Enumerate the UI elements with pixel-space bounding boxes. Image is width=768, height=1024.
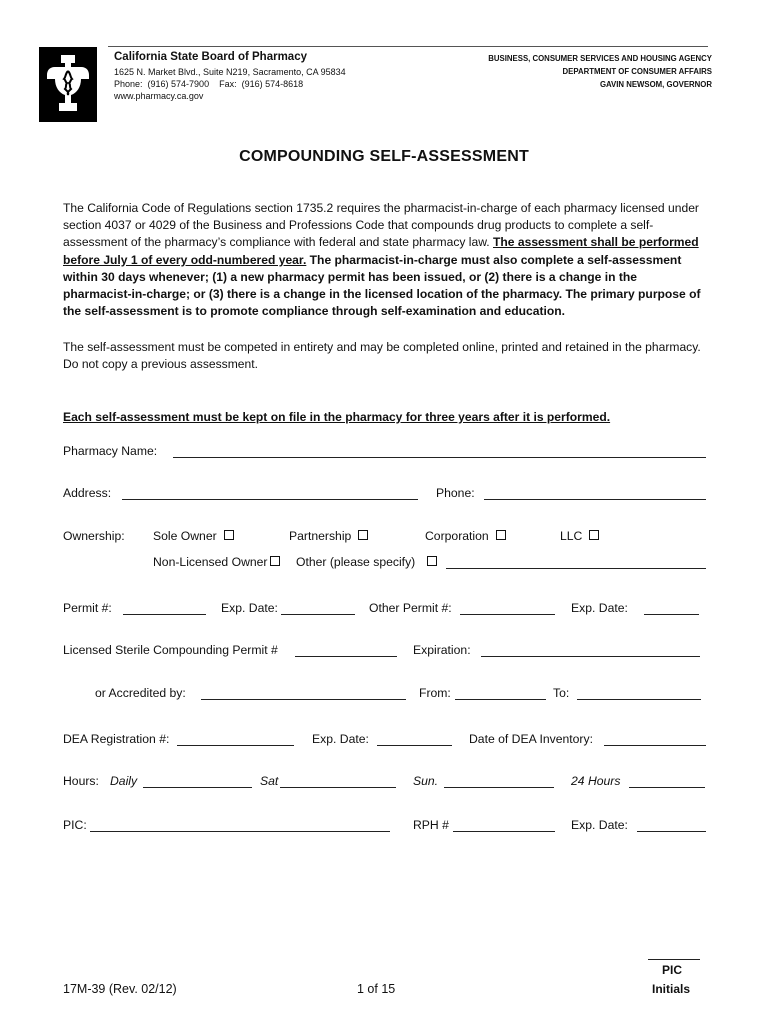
page-number: 1 of 15	[357, 982, 396, 996]
permit-exp-date-field[interactable]	[281, 614, 355, 615]
dea-exp-date-label: Exp. Date:	[312, 732, 369, 746]
file-notice: Each self-assessment must be kept on file in the pharmacy for three years after it is performed.	[63, 410, 611, 424]
to-field[interactable]	[577, 699, 701, 700]
hours-sat-field[interactable]	[280, 787, 396, 788]
partnership-label: Partnership	[289, 529, 352, 543]
hours-sun-label: Sun.	[413, 774, 439, 788]
accredited-by-field[interactable]	[201, 699, 406, 700]
sterile-permit-label: Licensed Sterile Compounding Permit #	[63, 643, 278, 657]
pic-initials-label: PIC	[662, 963, 683, 977]
rph-field[interactable]	[453, 831, 555, 832]
checkbox-icon[interactable]	[224, 530, 234, 540]
intro-paragraph	[63, 200, 708, 320]
address-field[interactable]	[122, 499, 418, 500]
intro-deadline: The assessment shall be performed before July 1 of every odd-numbered year.	[63, 235, 699, 267]
intro-text-1: The California Code of Regulations section 1735.2 requires the pharmacist-in-charge of each pharmacy licensed under section 4037 or 4029 of the Business and Professions Code that compounds drug products to complete a self-assessment of the pharmacy’s compliance with federal and state pharmacy law.	[63, 201, 699, 250]
sole-owner-option[interactable]	[153, 529, 234, 543]
non-licensed-owner-option[interactable]	[153, 555, 280, 569]
pic-field[interactable]	[90, 831, 390, 832]
permit-field[interactable]	[123, 614, 206, 615]
board-address: 1625 N. Market Blvd., Suite N219, Sacramento, CA 95834	[114, 67, 346, 77]
hours-24-field[interactable]	[629, 787, 705, 788]
other-permit-exp-date-label: Exp. Date:	[571, 601, 628, 615]
permit-exp-date-label: Exp. Date:	[221, 601, 278, 615]
form-id: 17M-39 (Rev. 02/12)	[63, 982, 177, 996]
other-option[interactable]	[296, 555, 437, 569]
rph-label: RPH #	[413, 818, 449, 832]
llc-option[interactable]	[560, 529, 599, 543]
department-name: DEPARTMENT OF CONSUMER AFFAIRS	[562, 67, 712, 76]
expiration-field[interactable]	[481, 656, 700, 657]
non-licensed-owner-label: Non-Licensed Owner	[153, 555, 268, 569]
header-rule	[108, 46, 708, 47]
checkbox-icon[interactable]	[496, 530, 506, 540]
hours-sun-field[interactable]	[444, 787, 554, 788]
pharmacy-name-label: Pharmacy Name:	[63, 444, 158, 458]
page-title: COMPOUNDING SELF-ASSESSMENT	[239, 148, 529, 165]
other-permit-exp-date-field[interactable]	[644, 614, 699, 615]
accredited-by-label: or Accredited by:	[95, 686, 186, 700]
intro-text-2: The pharmacist-in-charge must also complete a self-assessment within 30 days whenever; (1) a new pharmacy permit has been issued, or (2) there is a change in the pharmacist-in-charge; or (3) there is a change in the licensed location of the pharmacy. The primary purpose of the self-assessment is to promote compliance through self-examination and education.	[63, 252, 701, 319]
llc-label: LLC	[560, 529, 583, 543]
checkbox-icon[interactable]	[358, 530, 368, 540]
hours-daily-field[interactable]	[143, 787, 252, 788]
address-label: Address:	[63, 486, 112, 500]
dea-exp-date-field[interactable]	[377, 745, 452, 746]
other-permit-field[interactable]	[460, 614, 555, 615]
phone-field[interactable]	[484, 499, 706, 500]
pharmacy-name-field[interactable]	[173, 457, 706, 458]
checkbox-icon[interactable]	[270, 556, 280, 566]
hours-sat-label: Sat	[260, 774, 279, 788]
pic-exp-date-label: Exp. Date:	[571, 818, 628, 832]
phone-label: Phone:	[436, 486, 475, 500]
governor-name: GAVIN NEWSOM, GOVERNOR	[599, 80, 712, 89]
sterile-permit-field[interactable]	[295, 656, 397, 657]
agency-name: BUSINESS, CONSUMER SERVICES AND HOUSING AGENCY	[488, 54, 712, 63]
dea-inventory-label: Date of DEA Inventory:	[469, 732, 593, 746]
other-label: Other (please specify)	[296, 555, 416, 569]
dea-registration-field[interactable]	[177, 745, 294, 746]
hours-24-label: 24 Hours	[571, 774, 621, 788]
board-logo	[39, 47, 97, 122]
hours-label: Hours:	[63, 774, 99, 788]
checkbox-icon[interactable]	[589, 530, 599, 540]
initials-label: Initials	[652, 982, 691, 996]
pic-exp-date-field[interactable]	[637, 831, 706, 832]
dea-inventory-field[interactable]	[604, 745, 706, 746]
corporation-label: Corporation	[425, 529, 489, 543]
permit-label: Permit #:	[63, 601, 112, 615]
from-field[interactable]	[455, 699, 546, 700]
checkbox-icon[interactable]	[427, 556, 437, 566]
other-permit-label: Other Permit #:	[369, 601, 452, 615]
pic-label: PIC:	[63, 818, 87, 832]
hours-daily-label: Daily	[110, 774, 138, 788]
dea-registration-label: DEA Registration #:	[63, 732, 170, 746]
pic-initials-field[interactable]	[648, 959, 700, 960]
sole-owner-label: Sole Owner	[153, 529, 217, 543]
from-label: From:	[419, 686, 451, 700]
corporation-option[interactable]	[425, 529, 506, 543]
completion-paragraph: The self-assessment must be competed in entirety and may be completed online, printed and retained in the pharmacy. Do not copy a previous assessment.	[63, 340, 701, 372]
partnership-option[interactable]	[289, 529, 368, 543]
expiration-label: Expiration:	[413, 643, 471, 657]
board-phone: Phone: (916) 574-7900 Fax: (916) 574-8618	[114, 79, 304, 89]
to-label: To:	[553, 686, 570, 700]
other-specify-field[interactable]	[446, 568, 706, 569]
board-website[interactable]: www.pharmacy.ca.gov	[114, 91, 204, 101]
board-name: California State Board of Pharmacy	[114, 51, 307, 63]
ownership-label: Ownership:	[63, 529, 125, 543]
